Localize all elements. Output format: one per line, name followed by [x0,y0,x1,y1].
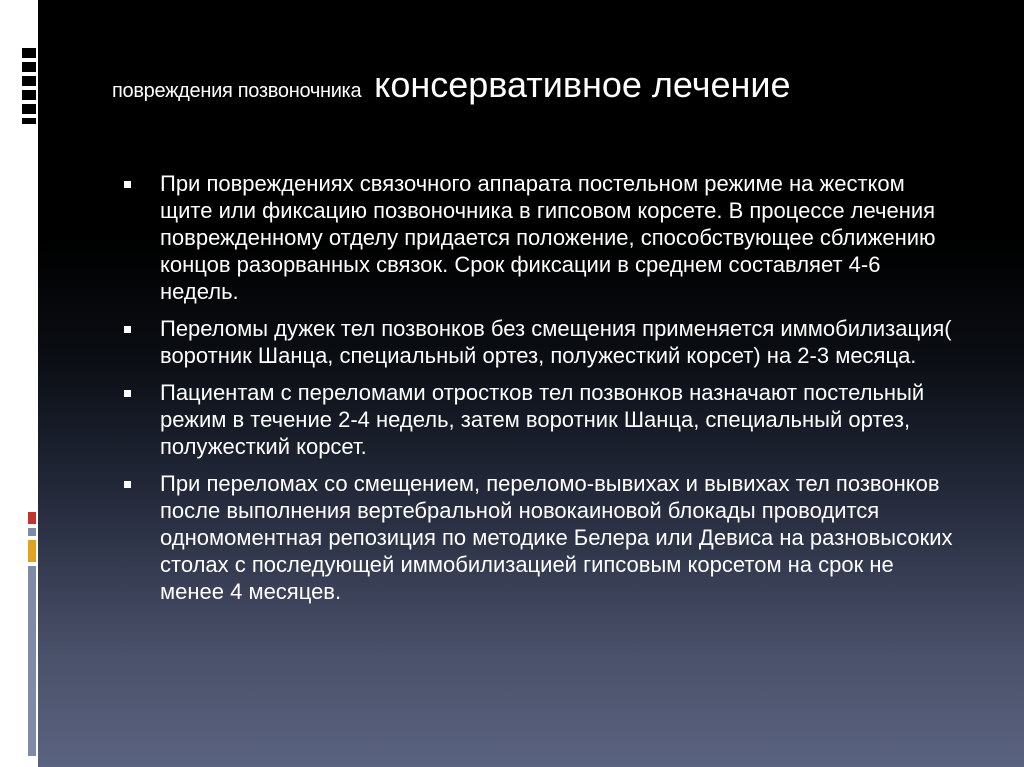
bullet-square-icon [124,181,131,188]
slide-title [112,64,992,106]
bullet-item [124,315,954,369]
decorative-accent-slate-small [28,528,36,536]
bullet-list [124,170,954,615]
decorative-accent-slate-long [28,566,36,756]
bullet-text: При повреждениях связочного аппарата постельном режиме на жестком щите или фиксацию позвоночника в гипсовом корсете. В процессе лечения поврежденному отделу придается положение, способствующее сближению концов разорванных связок. Срок фиксации в среднем составляет 4-6 недель. [160,171,936,304]
bullet-square-icon [124,326,131,333]
bullet-item [124,379,954,460]
bullet-item [124,470,954,605]
bullet-text: При переломах со смещением, переломо-вывихах и вывихах тел позвонков после выполнения вертебральной новокаиновой блокады проводится одномоментная репозиция по методике Белера или Девиса на разновысоких столах с последующей иммобилизацией гипсовым корсетом на срок не менее 4 месяцев. [160,471,953,604]
bullet-square-icon [124,390,131,397]
bullet-text: Переломы дужек тел позвонков без смещения применяется иммобилизация( воротник Шанца, специальный ортез, полужесткий корсет) на 2-3 месяца. [160,316,952,368]
bullet-text: Пациентам с переломами отростков тел позвонков назначают постельный режим в течение 2-4 недель, затем воротник Шанца, специальный ортез, полужесткий корсет. [160,380,925,459]
title-prefix: повреждения позвоночника [112,80,362,102]
bullet-item [124,170,954,305]
bullet-square-icon [124,481,131,488]
title-main: консервативное лечение [374,64,791,105]
decorative-bars-top [22,48,36,124]
decorative-accent-red [28,512,36,524]
decorative-accent-yellow [28,540,36,562]
